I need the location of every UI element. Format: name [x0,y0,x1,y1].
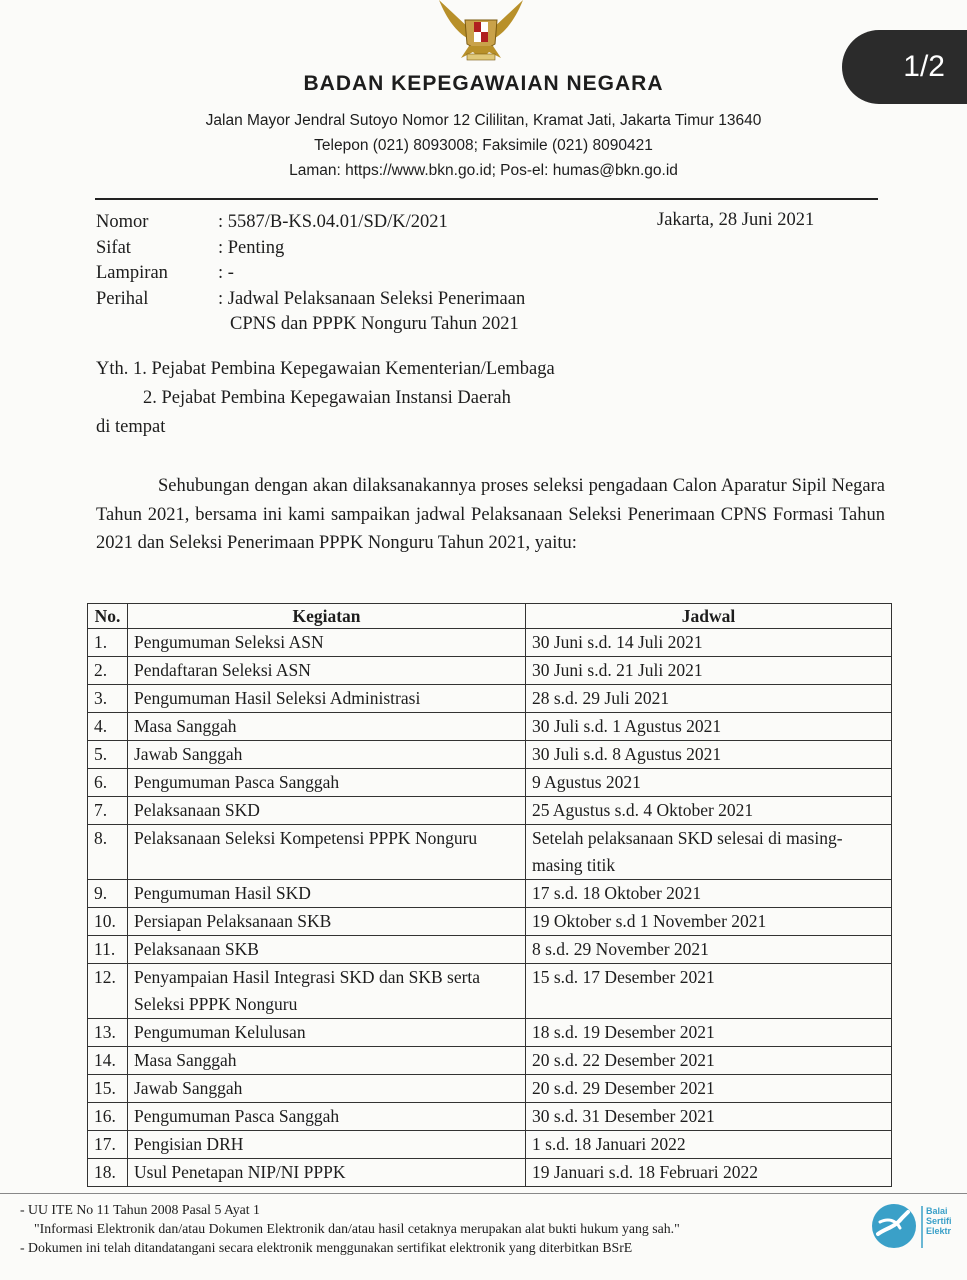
cell-kegiatan: Pengumuman Hasil SKD [128,880,526,908]
table-row [88,964,892,1019]
cell-jadwal: 19 Oktober s.d 1 November 2021 [526,908,892,936]
body-paragraph: Sehubungan dengan akan dilaksanakannya proses seleksi pengadaan Calon Aparatur Sipil Negara Tahun 2021, bersama ini kami sampaikan jadwal Pelaksanaan Seleksi Penerimaan CPNS Formasi Tahun 2021 dan Seleksi Penerimaan PPPK Nonguru Tahun 2021, yaitu: [96,476,885,553]
cell-kegiatan: Persiapan Pelaksanaan SKB [128,908,526,936]
bsre-text-2: Sertifi [926,1216,952,1226]
footer-line-3: - Dokumen ini telah ditandatangani secara elektronik menggunakan sertifikat elektronik yang diterbitkan BSrE [20,1240,633,1255]
cell-no: 13. [88,1019,128,1047]
cell-kegiatan: Pengumuman Seleksi ASN [128,629,526,657]
table-row [88,1131,892,1159]
table-row [88,1159,892,1187]
cell-kegiatan: Pelaksanaan SKB [128,936,526,964]
table-row [88,908,892,936]
perihal-label: Perihal [96,288,149,309]
table-header-row [88,604,892,629]
column-header-kegiatan: Kegiatan [128,604,526,629]
cell-no: 2. [88,657,128,685]
lampiran-value: : - [218,263,234,283]
table-row [88,1019,892,1047]
cell-no: 8. [88,825,128,880]
table-row [88,741,892,769]
cell-no: 3. [88,685,128,713]
cell-kegiatan: Pelaksanaan Seleksi Kompetensi PPPK Nonguru [128,825,526,880]
table-row [88,1047,892,1075]
cell-no: 4. [88,713,128,741]
cell-kegiatan: Pengumuman Pasca Sanggah [128,769,526,797]
table-row [88,797,892,825]
schedule-table [87,603,892,1187]
cell-jadwal: 19 Januari s.d. 18 Februari 2022 [526,1159,892,1187]
nomor-value: : 5587/B-KS.04.01/SD/K/2021 [218,212,448,232]
cell-jadwal: 25 Agustus s.d. 4 Oktober 2021 [526,797,892,825]
table-row [88,769,892,797]
cell-jadwal: 15 s.d. 17 Desember 2021 [526,964,892,1019]
cell-kegiatan: Pelaksanaan SKD [128,797,526,825]
table-row [88,685,892,713]
cell-kegiatan: Masa Sanggah [128,713,526,741]
sifat-value: : Penting [218,237,285,258]
bsre-text-1: Balai [926,1206,948,1216]
bsre-logo-icon [866,1198,967,1258]
cell-no: 9. [88,880,128,908]
cell-jadwal: 30 s.d. 31 Desember 2021 [526,1103,892,1131]
cell-kegiatan: Usul Penetapan NIP/NI PPPK [128,1159,526,1187]
header-divider [95,198,878,200]
cell-kegiatan: Masa Sanggah [128,1047,526,1075]
cell-kegiatan: Pengisian DRH [128,1131,526,1159]
sifat-label: Sifat [96,237,131,258]
perihal-value-2: CPNS dan PPPK Nonguru Tahun 2021 [230,314,519,334]
cell-jadwal: Setelah pelaksanaan SKD selesai di masing-masing titik [526,825,892,880]
bsre-text-3: Elektr [926,1226,952,1236]
perihal-value-1: : Jadwal Pelaksanaan Seleksi Penerimaan [218,288,526,309]
table-row [88,713,892,741]
cell-kegiatan: Penyampaian Hasil Integrasi SKD dan SKB serta Seleksi PPPK Nonguru [128,964,526,1019]
cell-jadwal: 8 s.d. 29 November 2021 [526,936,892,964]
cell-no: 1. [88,629,128,657]
agency-phone: Telepon (021) 8093008; Faksimile (021) 8090421 [314,137,653,154]
cell-jadwal: 28 s.d. 29 Juli 2021 [526,685,892,713]
cell-kegiatan: Pengumuman Pasca Sanggah [128,1103,526,1131]
cell-jadwal: 17 s.d. 18 Oktober 2021 [526,880,892,908]
cell-kegiatan: Pengumuman Hasil Seleksi Administrasi [128,685,526,713]
recipient-line-2: 2. Pejabat Pembina Kepegawaian Instansi Daerah [143,388,511,408]
cell-jadwal: 18 s.d. 19 Desember 2021 [526,1019,892,1047]
garuda-emblem-icon [437,0,525,62]
agency-address: Jalan Mayor Jendral Sutoyo Nomor 12 Cililitan, Kramat Jati, Jakarta Timur 13640 [205,112,762,129]
cell-no: 6. [88,769,128,797]
cell-no: 18. [88,1159,128,1187]
table-row [88,629,892,657]
table-row [88,1103,892,1131]
recipient-place: di tempat [96,417,166,437]
cell-jadwal: 30 Juni s.d. 14 Juli 2021 [526,629,892,657]
bsre-logo-text [926,1206,952,1236]
table-row [88,825,892,880]
letter-date: Jakarta, 28 Juni 2021 [657,210,815,230]
cell-no: 14. [88,1047,128,1075]
cell-jadwal: 1 s.d. 18 Januari 2022 [526,1131,892,1159]
letter-meta [96,210,525,338]
cell-jadwal: 30 Juli s.d. 1 Agustus 2021 [526,713,892,741]
column-header-jadwal: Jadwal [526,604,892,629]
cell-no: 17. [88,1131,128,1159]
cell-no: 7. [88,797,128,825]
cell-no: 12. [88,964,128,1019]
footer-line-1: - UU ITE No 11 Tahun 2008 Pasal 5 Ayat 1 [20,1202,260,1217]
cell-no: 5. [88,741,128,769]
cell-jadwal: 20 s.d. 22 Desember 2021 [526,1047,892,1075]
cell-kegiatan: Pendaftaran Seleksi ASN [128,657,526,685]
cell-no: 10. [88,908,128,936]
agency-title: BADAN KEPEGAWAIAN NEGARA [303,72,664,95]
recipients [96,355,555,442]
cell-no: 16. [88,1103,128,1131]
cell-jadwal: 9 Agustus 2021 [526,769,892,797]
footer-notes [20,1200,850,1257]
page-indicator: 1/2 [903,50,945,83]
footer-divider [0,1193,967,1194]
table-row [88,936,892,964]
table-row [88,657,892,685]
table-row [88,880,892,908]
cell-no: 15. [88,1075,128,1103]
cell-kegiatan: Jawab Sanggah [128,741,526,769]
cell-kegiatan: Pengumuman Kelulusan [128,1019,526,1047]
cell-jadwal: 30 Juni s.d. 21 Juli 2021 [526,657,892,685]
footer-line-2: "Informasi Elektronik dan/atau Dokumen Elektronik dan/atau hasil cetaknya merupakan alat bukti hukum yang sah." [34,1221,680,1236]
table-row [88,1075,892,1103]
lampiran-label: Lampiran [96,263,168,283]
recipient-line-1: Yth. 1. Pejabat Pembina Kepegawaian Kementerian/Lembaga [96,359,555,379]
agency-web: Laman: https://www.bkn.go.id; Pos-el: humas@bkn.go.id [289,162,678,179]
nomor-label: Nomor [96,212,149,232]
cell-jadwal: 30 Juli s.d. 8 Agustus 2021 [526,741,892,769]
column-header-no: No. [88,604,128,629]
cell-no: 11. [88,936,128,964]
cell-jadwal: 20 s.d. 29 Desember 2021 [526,1075,892,1103]
cell-kegiatan: Jawab Sanggah [128,1075,526,1103]
